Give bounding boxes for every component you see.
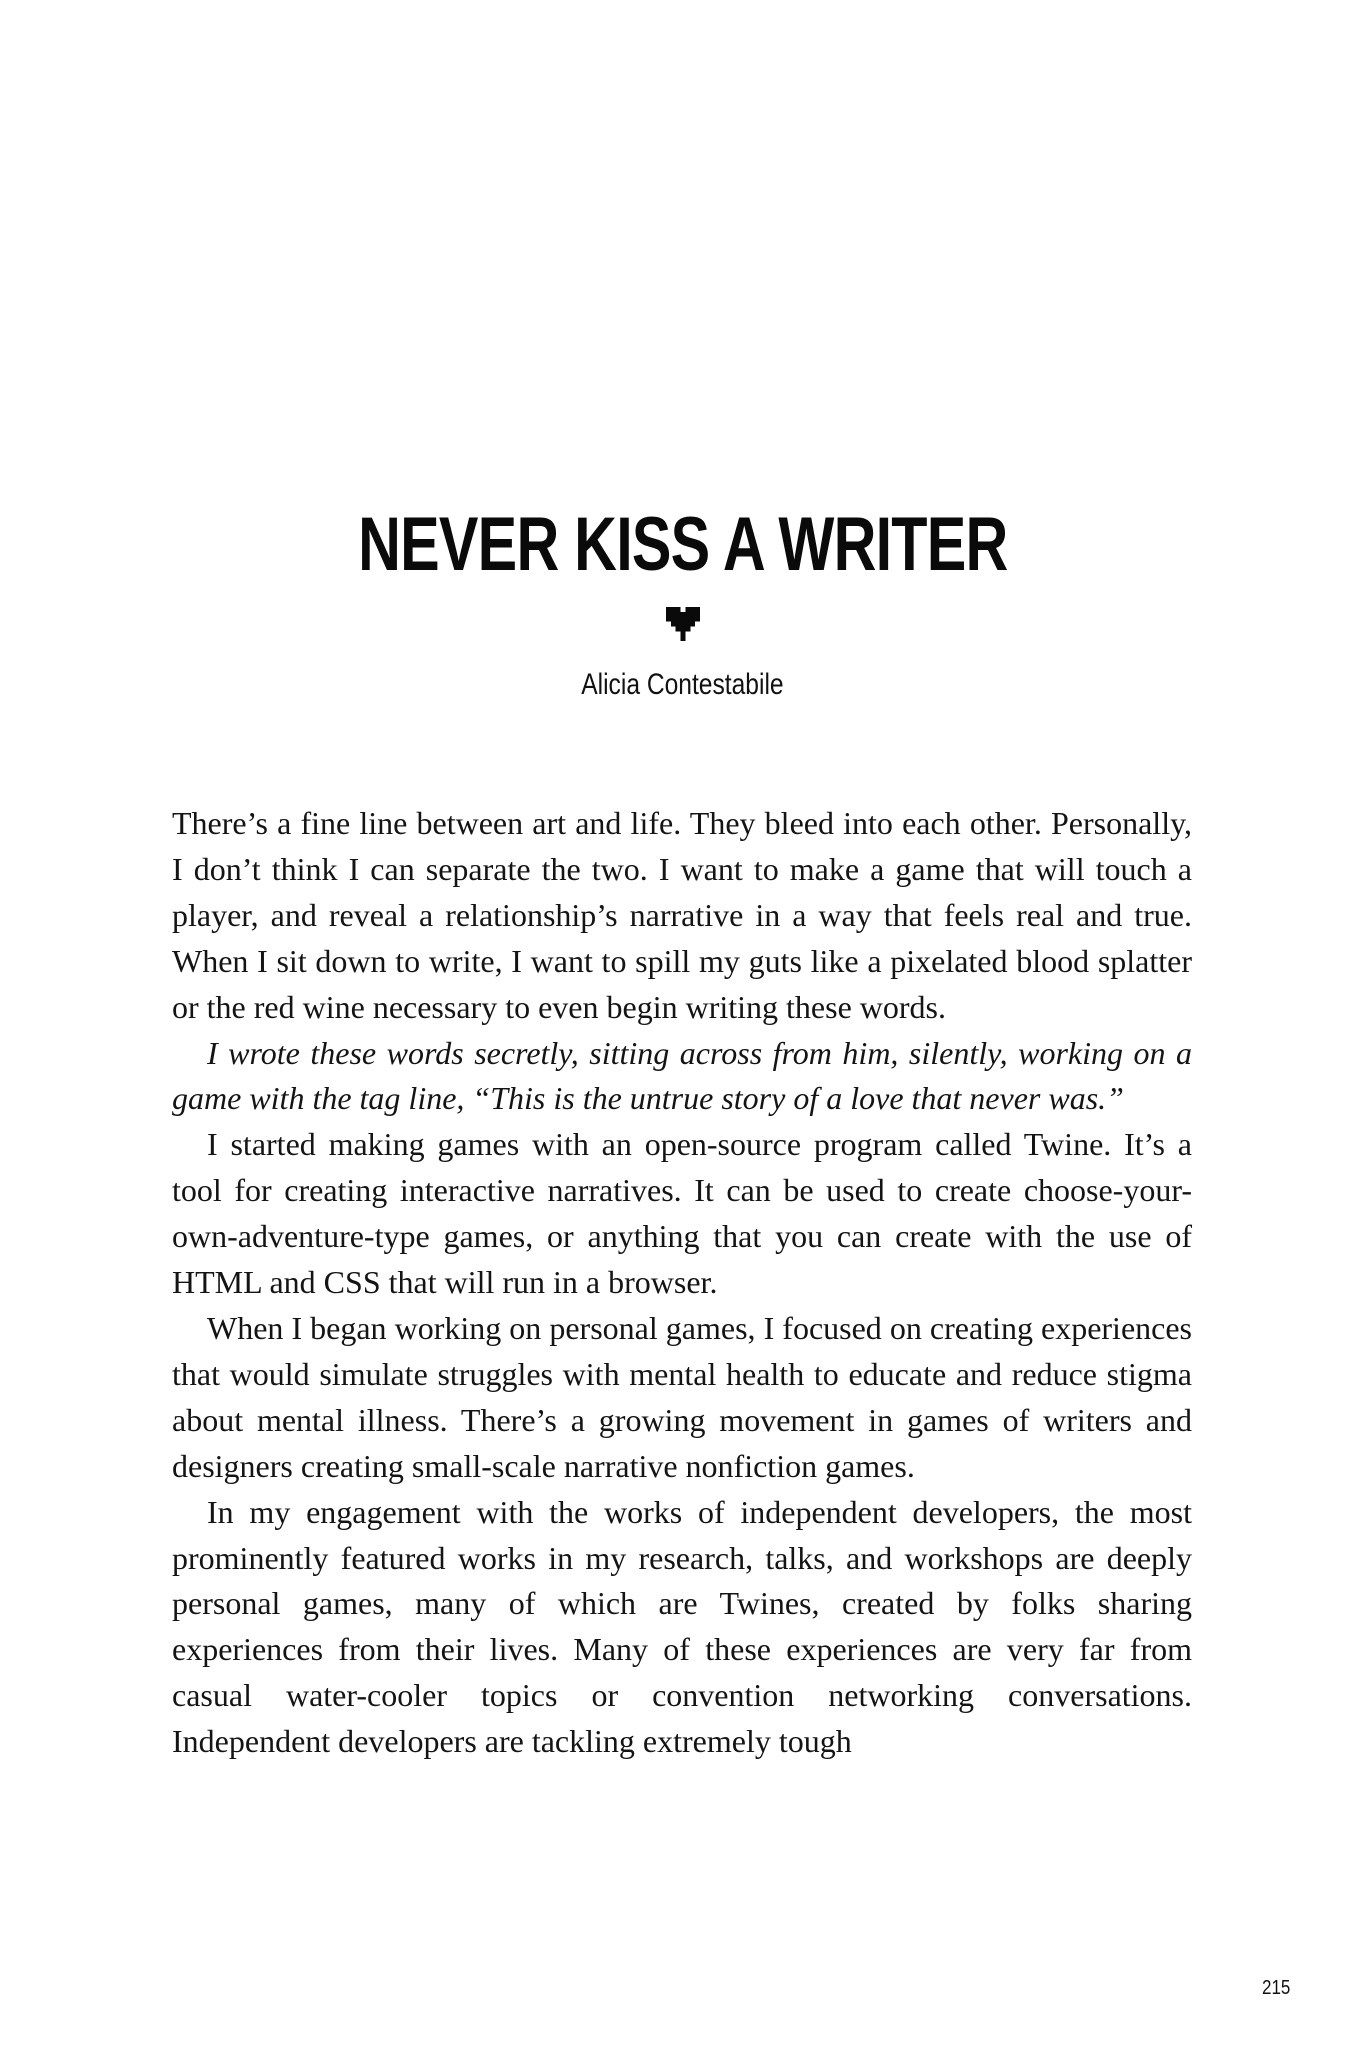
paragraph: I started making games with an open-source program called Twine. It’s a tool for creating interactive narratives. It can be used to create choose-your-own-adventure-type games, or anything that you can create with the use of HTML and CSS that will run in a browser. [172,1126,1192,1301]
italic-paragraph: I wrote these words secretly, sitting across from him, silently, working on a game with the tag line, “This is the untrue story of a love that never was.” [172,1034,1192,1117]
paragraph: When I began working on personal games, I focused on creating experiences that would simulate struggles with mental health to educate and reduce stigma about mental illness. There’s a growing movement in games of writers and designers creating small-scale narrative nonfiction games. [172,1309,1192,1484]
paragraph: There’s a fine line between art and life. They bleed into each other. Personally, I don’t think I can separate the two. I want to make a game that will touch a player, and reveal a relationship’s narrative in a way that feels real and true. When I sit down to write, I want to spill my guts like a pixelated blood splatter or the red wine necessary to even begin writing these words. [172,805,1192,1025]
chapter-title: NEVER KISS A WRITER [358,502,1008,587]
pixel-heart-icon [666,607,700,641]
page-number: 215 [1262,1977,1291,1999]
chapter-body [172,801,1192,1765]
chapter-author: Alicia Contestabile [581,668,784,701]
paragraph: In my engagement with the works of independent developers, the most prominently featured works in my research, talks, and workshops are deeply personal games, many of which are Twines, created by folks sharing experiences from their lives. Many of these experiences are very far from casual water-cooler topics or convention networking conversations. Independent developers are tackling extremely tough [172,1493,1192,1760]
